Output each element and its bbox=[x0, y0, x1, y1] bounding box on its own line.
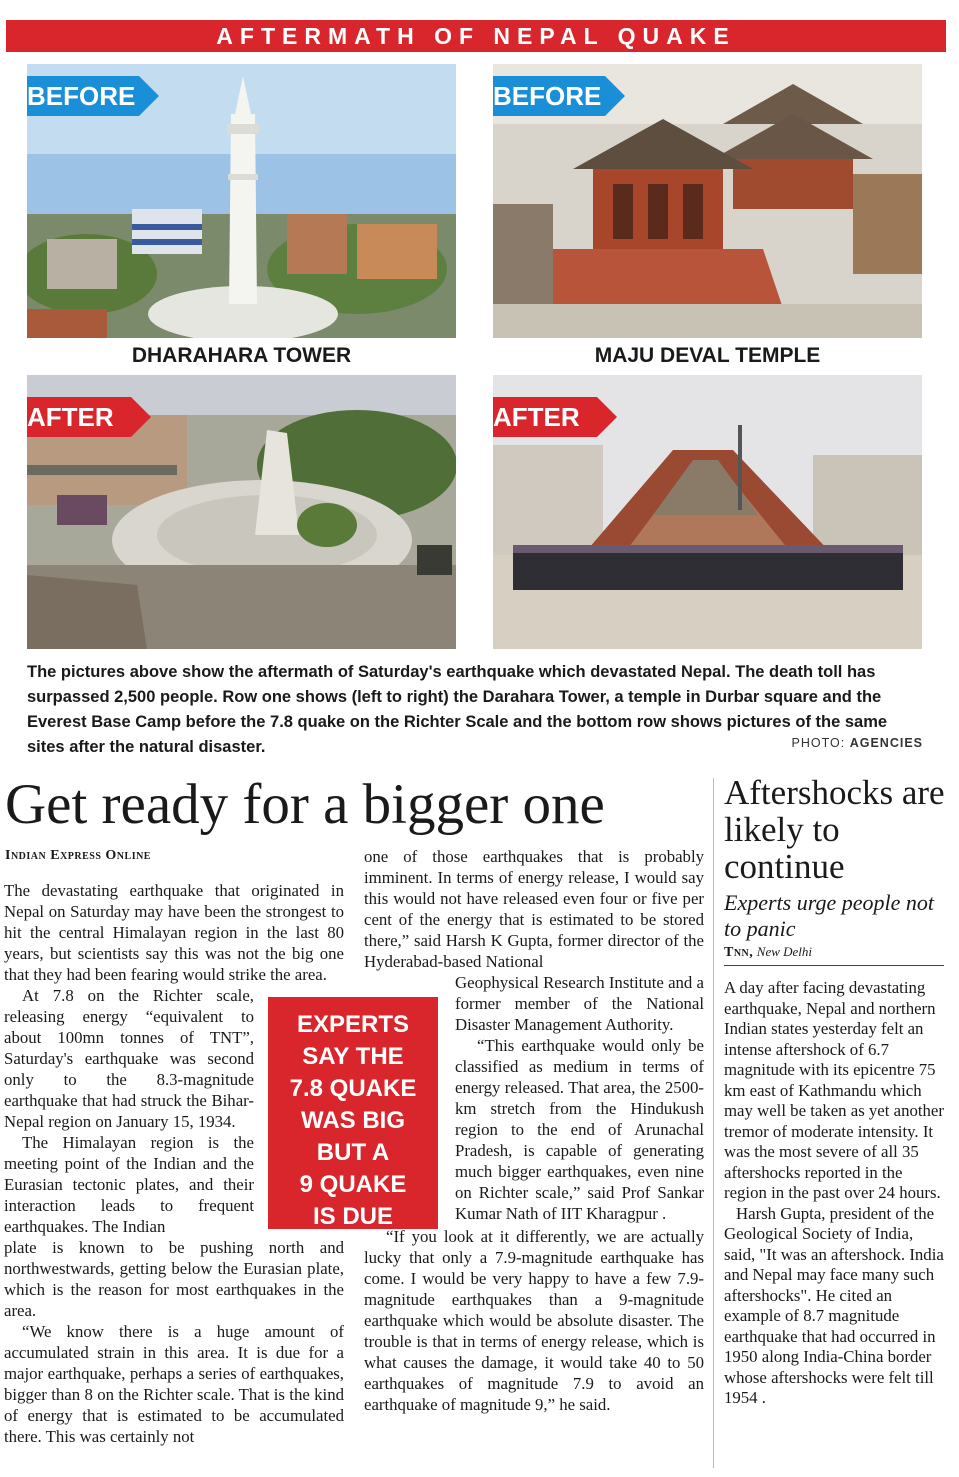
photo-title-dharahara: DHARAHARA TOWER bbox=[131, 344, 352, 367]
photo-caption: The pictures above show the aftermath of Saturday's earthquake which devastated Nepal. The death toll has surpassed 2,500 people. Row one shows (left to right) the Darahara Tower, a temple in Durbar square and the Everest Base Camp before the 7.8 quake on the Richter Scale and the bottom row shows pictures of the same sites after the natural disaster. bbox=[27, 663, 888, 756]
photo-maju-deval-after bbox=[493, 375, 922, 649]
side-deck: Experts urge people not to panic bbox=[724, 890, 934, 941]
after-tag: AFTER bbox=[27, 397, 131, 437]
paragraph: plate is known to be pushing north and northwestwards, getting below the Eurasian plate, which is the reason for most earthquakes in the area. bbox=[4, 1238, 344, 1320]
side-byline-source: Tnn, bbox=[724, 945, 754, 960]
photo-maju-deval-before bbox=[493, 64, 922, 338]
paragraph: “If you look at it differently, we are actually lucky that only a 7.9-magnitude earthquake has come. I would be very happy to have a few 7.9-magnitude earthquakes than a 9-magnitude earthquake which would be absolute disaster. The trouble is that in terms of energy release, which is what causes the damage, it would take 40 to 50 earthquakes of magnitude 7.9 to avoid an earthquake of magnitude 9,” he said. bbox=[364, 1227, 704, 1414]
photo-credit bbox=[792, 736, 923, 750]
pull-quote-line: SAY THE bbox=[302, 1043, 404, 1070]
photo-dharahara-after bbox=[27, 375, 456, 649]
side-byline-city: New Delhi bbox=[756, 944, 813, 959]
paragraph: At 7.8 on the Richter scale, releasing energy “equivalent to about 100mn tonnes of TNT”, Saturday's earthquake was second only to the 8.3-magnitude earthquake that had struck the Bihar-Nepal region on January 15, 1934. bbox=[4, 986, 254, 1131]
paragraph: A day after facing devastating earthquake, Nepal and northern Indian states yesterday felt an intense aftershock of 6.7 magnitude with its epicentre 75 km east of Kathmandu which may well be taken as yet another tremor of moderate intensity. It was the most severe of all 35 aftershocks reported in the region in the past over 24 hours. bbox=[724, 978, 944, 1202]
pull-quote-line: 7.8 QUAKE bbox=[289, 1075, 417, 1102]
side-headline: Aftershocks are likely to continue bbox=[724, 773, 945, 886]
before-tag: BEFORE bbox=[27, 76, 139, 116]
column-divider bbox=[713, 778, 714, 1468]
paragraph: The Himalayan region is the meeting point of the Indian and the Eurasian tectonic plates, and their interaction leads to frequent earthquakes. The Indian bbox=[4, 1133, 254, 1236]
main-headline: Get ready for a bigger one bbox=[5, 773, 605, 836]
pull-quote-line: EXPERTS bbox=[296, 1011, 410, 1038]
section-banner: AFTERMATH OF NEPAL QUAKE bbox=[6, 20, 946, 52]
paragraph: Harsh Gupta, president of the Geological Society of India, said, "It was an aftershock. India and Nepal may face many such aftershocks". He cited an example of 8.7 magnitude earthquake that had occurred in 1950 along India-China border whose aftershocks were felt till 1954 . bbox=[724, 1203, 944, 1407]
paragraph: “This earthquake would only be classified as medium in terms of energy released. That area, the 2500-km stretch from the Hindukush region to the end of Arunachal Pradesh, is capable of generating much bigger earthquakes, even nine on Richter scale,” said Prof Sankar Kumar Nath of IIT Kharagpur . bbox=[455, 1036, 704, 1223]
photo-title-maju-deval: MAJU DEVAL TEMPLE bbox=[594, 344, 821, 367]
pull-quote-line: 9 QUAKE bbox=[299, 1171, 407, 1198]
main-byline: Indian Express Online bbox=[5, 848, 151, 863]
credit-source: AGENCIES bbox=[849, 736, 923, 750]
before-tag: BEFORE bbox=[493, 76, 605, 116]
main-column-2 bbox=[364, 846, 704, 1415]
pull-quote-line: BUT A bbox=[316, 1139, 390, 1166]
paragraph: one of those earthquakes that is probably imminent. In terms of energy release, I would say this would not have released even four or five per cent of the energy that is estimated to be stored there,” said Harsh K Gupta, former director of the Hyderabad-based National bbox=[364, 847, 704, 971]
pull-quote-line: WAS BIG bbox=[300, 1107, 405, 1134]
side-byline bbox=[724, 944, 944, 966]
paragraph: The devastating earthquake that originated in Nepal on Saturday may have been the strongest to hit the central Himalayan region in the last 80 years, but scientists say this was not the big one that they had been fearing would strike the area. bbox=[4, 881, 344, 984]
credit-prefix: PHOTO: bbox=[791, 736, 846, 750]
photo-dharahara-before bbox=[27, 64, 456, 338]
after-tag: AFTER bbox=[493, 397, 597, 437]
pull-quote-line: IS DUE bbox=[312, 1203, 393, 1230]
side-story-body bbox=[724, 978, 946, 1409]
paragraph: Geophysical Research Institute and a former member of the National Disaster Management Authority. bbox=[455, 973, 704, 1034]
paragraph: “We know there is a huge amount of accumulated strain in this area. It is due for a major earthquake, perhaps a series of earthquakes, bigger than 8 on the Richter scale. That is the kind of energy that is estimated to be accumulated there. This was certainly not bbox=[4, 1322, 344, 1446]
